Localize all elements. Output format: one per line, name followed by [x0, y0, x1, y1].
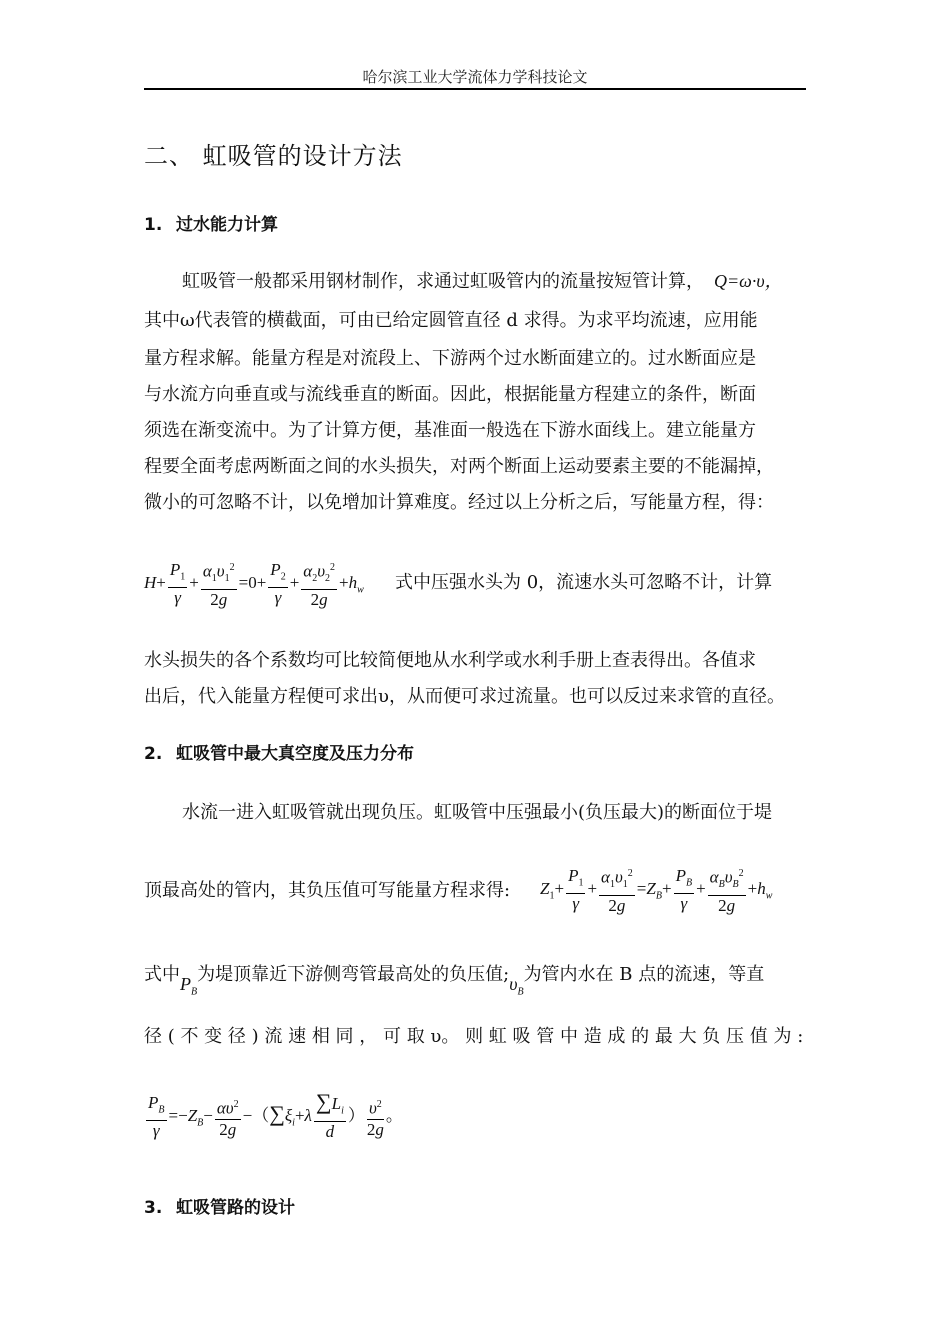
eq-subscript: 2: [325, 573, 331, 585]
eq-number: 2: [310, 590, 320, 610]
eq-symbol: α: [601, 867, 610, 887]
eq-symbol: P: [169, 559, 181, 579]
eq-symbol: α: [709, 867, 719, 887]
eq-symbol: α: [303, 561, 313, 581]
eq-number: 2: [210, 590, 219, 610]
subheading-title: 过水能力计算: [176, 215, 278, 235]
eq-symbol: γ: [572, 894, 580, 914]
eq-fraction: [215, 1095, 241, 1140]
eq-symbol: P: [675, 865, 686, 885]
eq-fraction: [566, 866, 585, 914]
eq-symbol: γ: [680, 894, 688, 914]
header-rule: [144, 88, 806, 90]
eq-operator: +: [156, 572, 166, 592]
eq-fraction: [268, 560, 287, 608]
eq-symbol: ξ: [284, 1106, 293, 1126]
eq-subscript: 2: [312, 573, 318, 585]
eq-subscript: i: [341, 1105, 344, 1117]
eq-symbol: P: [148, 1093, 159, 1112]
text-span: 为堤顶靠近下游侧弯管最高处的负压值;: [197, 964, 510, 985]
inline-symbol-PB: [180, 974, 198, 998]
eq-subscript: w: [765, 890, 773, 902]
eq-operator: =−: [168, 1106, 188, 1126]
eq-period: 。: [385, 1106, 403, 1126]
eq-symbol: γ: [152, 1121, 160, 1141]
eq-symbol: υ: [614, 867, 623, 887]
eq-symbol: d: [325, 1122, 335, 1142]
eq-symbol: g: [218, 590, 228, 610]
paragraph-line: 与水流方向垂直或与流线垂直的断面。因此，根据能量方程建立的条件，断面: [144, 384, 756, 405]
eq-symbol: υ: [317, 561, 326, 581]
eq-subscript: 1: [180, 571, 186, 583]
eq-symbol: Z: [540, 878, 550, 898]
eq-superscript: 2: [233, 1098, 239, 1110]
eq-symbol: g: [227, 1119, 237, 1139]
eq-superscript: 2: [376, 1098, 382, 1110]
eq-fraction: [367, 1095, 384, 1140]
paragraph-line: 程要全面考虑两断面之间的水头损失，对两个断面上运动要素主要的不能漏掉，: [144, 456, 774, 477]
eq-subscript: B: [517, 986, 524, 998]
eq-superscript: 2: [627, 868, 633, 879]
inline-symbol-vB: [509, 974, 524, 998]
eq-subscript: 1: [622, 879, 628, 891]
eq-operator: +: [554, 878, 565, 898]
eq-symbol: α: [216, 1098, 226, 1118]
paragraph-line: 其中ω代表管的横截面，可由已给定圆管直径 d 求得。为求平均流速，应用能: [144, 310, 758, 331]
eq-fraction: [168, 560, 187, 608]
subheading-number: 3.: [144, 1198, 163, 1218]
eq-symbol: υ: [368, 1098, 377, 1118]
text-span: 虹吸管一般都采用钢材制作，求通过虹吸管内的流量按短管计算，: [182, 271, 704, 292]
eq-operator: −: [203, 1106, 213, 1126]
eq-symbol: υ: [509, 974, 518, 994]
subheading-3: [144, 1193, 295, 1218]
eq-fraction: [301, 558, 337, 610]
eq-superscript: 2: [738, 868, 744, 879]
eq-symbol: Z: [187, 1106, 198, 1126]
text-span: 为管内水在 B 点的流速，等直: [523, 964, 765, 985]
eq-operator: +: [696, 878, 706, 898]
energy-equation-1: [144, 558, 364, 610]
eq-symbol: γ: [174, 588, 181, 608]
eq-fraction: [201, 558, 237, 610]
eq-subscript: B: [191, 986, 198, 998]
eq-fraction: [708, 864, 746, 916]
eq-subscript: i: [292, 1117, 295, 1129]
eq-symbol: P: [568, 865, 579, 885]
paragraph-line: 量方程求解。能量方程是对流段上、下游两个过水断面建立的。过水断面应是: [144, 348, 756, 369]
eq-symbol: P: [270, 559, 281, 579]
eq-subscript: 1: [211, 573, 217, 585]
eq-subscript: B: [718, 879, 725, 891]
eq-number: 2: [366, 1119, 376, 1139]
eq-fraction: [599, 864, 635, 916]
eq-subscript: B: [655, 890, 662, 902]
subheading-number: 2.: [144, 744, 163, 764]
eq-symbol: P: [180, 974, 191, 994]
eq-symbol: g: [375, 1119, 384, 1139]
max-negative-pressure-equation: [144, 1089, 403, 1142]
eq-symbol: υ: [225, 1098, 234, 1118]
paragraph-line: 水头损失的各个系数均可比较简便地从水利学或水利手册上查表得出。各值求: [144, 650, 756, 671]
subheading-1: [144, 210, 278, 235]
eq-superscript: 2: [330, 562, 336, 573]
eq-operator: +: [294, 1106, 305, 1126]
eq-symbol: h: [348, 572, 358, 592]
eq-superscript: 2: [229, 562, 235, 573]
running-header: 哈尔滨工业大学流体力学科技论文: [362, 68, 588, 86]
flow-formula: Q=ω·υ，: [714, 271, 783, 291]
eq-symbol: g: [726, 896, 736, 916]
eq-symbol: Z: [646, 878, 656, 898]
eq-symbol: h: [757, 878, 766, 898]
eq-symbol: υ: [216, 561, 225, 581]
paragraph-line: 微小的可忽略不计，以免增加计算难度。经过以上分析之后，写能量方程，得：: [144, 492, 774, 513]
paragraph-line: 顶最高处的管内，其负压值可写能量方程求得:: [144, 880, 511, 901]
eq-symbol: α: [202, 561, 212, 581]
subheading-title: 虹吸管中最大真空度及压力分布: [176, 744, 414, 764]
eq-symbol: H: [144, 572, 157, 592]
eq-subscript: B: [158, 1104, 165, 1116]
eq-operator: =0+: [238, 572, 267, 592]
energy-equation-2: $Z_1+$ $\frac{P_1}{\gamma}$ + $\frac{\alpha_1\upsilon_1^2}{2g}$ $=Z_B+$ $\frac{P_B}{\gamma}$ + $\frac{\alpha_B\upsilon_B^2}{2g}$ $+h_w$: [540, 865, 773, 916]
text-span: 式中: [144, 964, 180, 985]
eq-symbol: γ: [274, 588, 282, 608]
subheading-2: [144, 739, 414, 764]
eq-subscript: 1: [549, 890, 555, 902]
eq-subscript: B: [732, 879, 739, 891]
paragraph-line: 式中压强水头为 0，流速水头可忽略不计，计算: [395, 572, 773, 593]
paragraph-line: [182, 267, 783, 293]
eq-symbol: g: [319, 590, 328, 610]
eq-subscript: 2: [280, 571, 286, 583]
eq-subscript: B: [685, 877, 693, 889]
eq-number: 2: [718, 896, 727, 916]
eq-number: 2: [219, 1119, 228, 1139]
eq-fraction: [674, 866, 695, 914]
eq-subscript: 1: [578, 877, 584, 889]
paragraph-line: 须选在渐变流中。为了计算方便，基准面一般选在下游水面线上。建立能量方: [144, 420, 756, 441]
eq-subscript: 1: [224, 573, 230, 585]
eq-symbol: L: [331, 1094, 342, 1113]
paragraph-line: 出后，代入能量方程便可求出υ，从而便可求过流量。也可以反过来求管的直径。: [144, 686, 785, 707]
eq-paren: （: [252, 1106, 270, 1126]
eq-subscript: 1: [609, 879, 615, 891]
eq-symbol: λ: [304, 1106, 312, 1126]
eq-fraction: [314, 1089, 346, 1142]
eq-subscript: w: [357, 584, 364, 596]
eq-operator: +: [289, 572, 300, 592]
eq-subscript: B: [197, 1117, 204, 1129]
eq-number: 2: [608, 896, 617, 916]
eq-operator: −: [242, 1106, 253, 1126]
eq-symbol: g: [616, 896, 626, 916]
paragraph-line: 径 ( 不 变 径 ) 流 速 相 同 ， 可 取 υ。 则 虹 吸 管 中 造 成 的 最 大 负 压 值 为 :: [144, 1026, 804, 1047]
eq-operator: +: [587, 878, 598, 898]
eq-operator: +: [339, 572, 349, 592]
paragraph-line: [144, 960, 765, 998]
paragraph-line: 水流一进入虹吸管就出现负压。虹吸管中压强最小(负压最大)的断面位于堤: [182, 802, 773, 823]
subheading-title: 虹吸管路的设计: [176, 1198, 295, 1218]
eq-operator: +: [661, 878, 672, 898]
section-title: 二、 虹吸管的设计方法: [144, 142, 403, 170]
eq-sum: ∑: [315, 1089, 332, 1114]
subheading-number: 1.: [144, 215, 163, 235]
eq-symbol: υ: [724, 867, 733, 887]
eq-operator: +: [747, 878, 758, 898]
eq-fraction: [146, 1093, 167, 1141]
eq-paren: ）: [347, 1106, 365, 1126]
eq-sum: ∑: [269, 1101, 285, 1127]
eq-operator: +: [189, 572, 199, 592]
